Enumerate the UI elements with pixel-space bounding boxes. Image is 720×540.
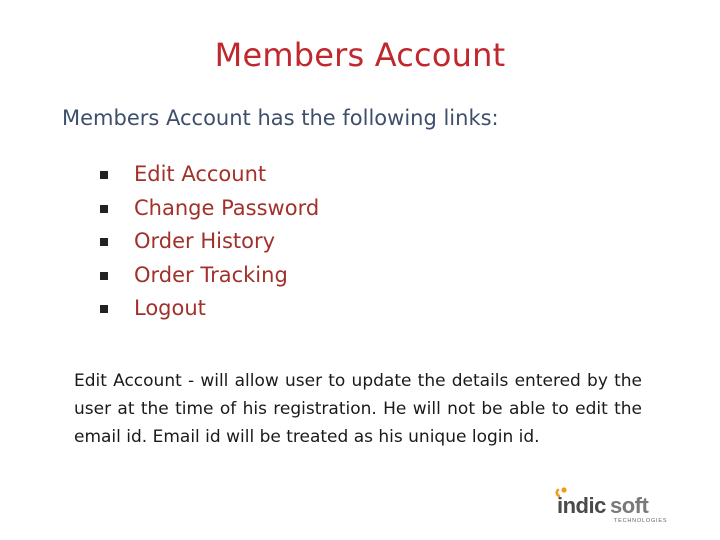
link-item-change-password[interactable] [100, 192, 319, 226]
square-bullet-icon [100, 305, 108, 313]
intro-text: Members Account has the following links: [62, 106, 499, 130]
links-list [100, 158, 319, 326]
square-bullet-icon [100, 205, 108, 213]
link-label: Change Password [134, 195, 320, 220]
link-label: Order Tracking [134, 262, 288, 287]
link-item-order-history[interactable] [100, 225, 319, 259]
link-item-logout[interactable] [100, 292, 319, 326]
indicsoft-logo [552, 486, 672, 524]
svg-text:TECHNOLOGIES: TECHNOLOGIES [614, 518, 668, 524]
square-bullet-icon [100, 238, 108, 246]
edit-account-description: Edit Account - will allow user to update the details entered by the user at the time of his registration. He will not be able to edit the email id. Email id will be treated as his unique login id. [74, 371, 642, 447]
slide-title: Members Account [214, 36, 506, 74]
square-bullet-icon [100, 272, 108, 280]
link-label: Logout [134, 296, 206, 320]
svg-text:soft: soft [610, 493, 649, 518]
square-bullet-icon [100, 171, 108, 179]
link-item-order-tracking[interactable] [100, 259, 319, 293]
link-label: Edit Account [134, 162, 267, 186]
svg-text:indic: indic [557, 493, 606, 518]
link-item-edit-account[interactable] [100, 158, 319, 192]
link-label: Order History [134, 229, 276, 253]
